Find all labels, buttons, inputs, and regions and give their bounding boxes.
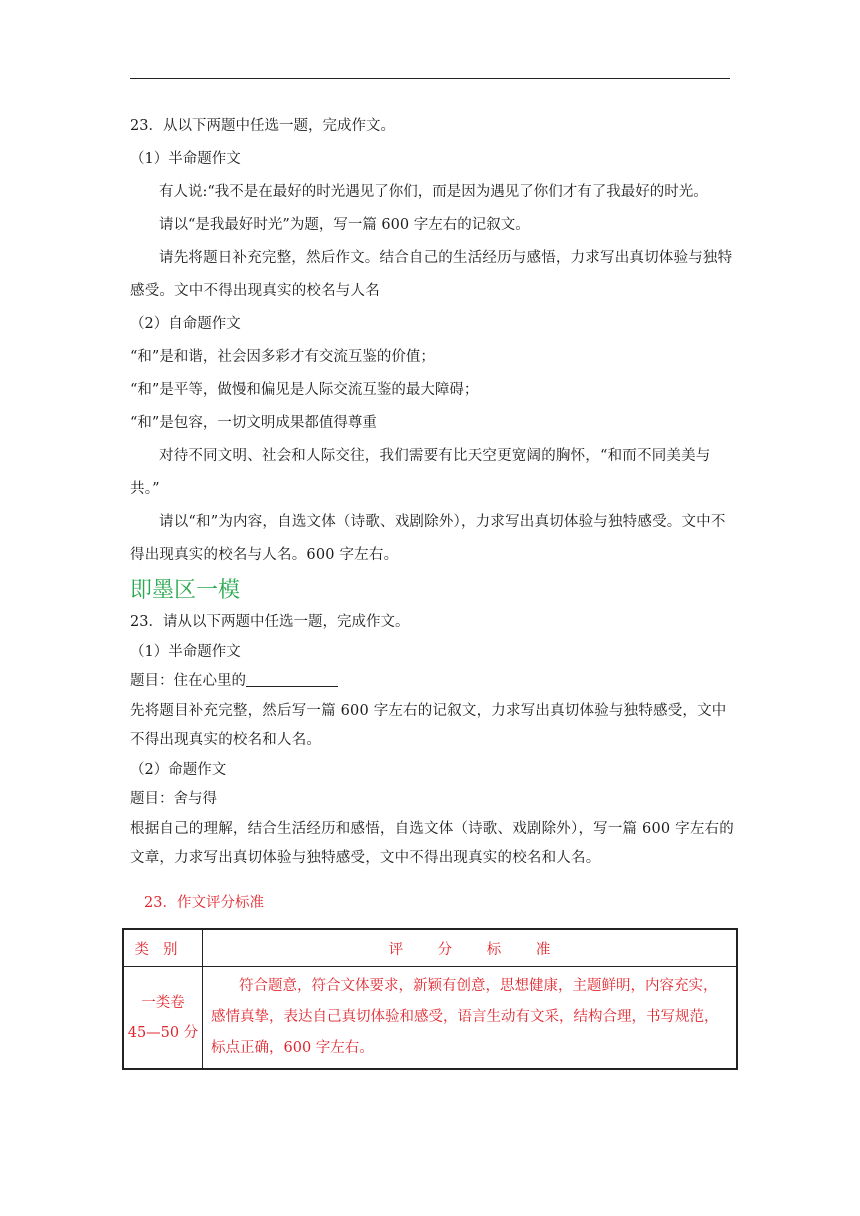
table-header-row	[123, 929, 737, 967]
option-2-text: 对待不同文明、社会和人际交往，我们需要有比天空更宽阔的胸怀，“和而不同美美与共。”	[130, 448, 711, 497]
section-2	[130, 608, 734, 874]
option-2-requirement: 请以“和”为内容，自选文体（诗歌、戏剧除外），力求写出真切体验与独特感受。文中不得出现真实的校名与人名。600 字左右。	[130, 514, 726, 563]
question-23-b: 23．请从以下两题中任选一题，完成作文。	[130, 614, 410, 630]
scoring-table	[122, 928, 738, 1070]
grade-level: 一类卷	[141, 994, 185, 1011]
option-1-requirement: 请先将题日补充完整，然后作文。结合自己的生活经历与感悟，力求写出真切体验与独特感受。文中不得出现真实的校名与人名	[130, 250, 733, 299]
table-row	[123, 967, 737, 1070]
title-text: 题目：住在心里的	[130, 673, 246, 689]
col-criteria: 评 分 标 准	[203, 929, 738, 967]
option-1-heading: （1）半命题作文	[130, 151, 241, 167]
he-line-3: “和”是包容，一切文明成果都值得尊重	[130, 415, 377, 431]
scoring-title: 23．作文评分标准	[144, 894, 264, 911]
question-23: 23．从以下两题中任选一题，完成作文。	[130, 118, 395, 134]
criteria-text: 符合题意，符合文体要求，新颖有创意，思想健康，主题鲜明，内容充实，感情真挚，表达自己真切体验和感受，语言生动有文采，结构合理，书写规范，标点正确，600 字左右。	[203, 967, 738, 1070]
option-1-quote: 有人说:“我不是在最好的时光遇见了你们，而是因为遇见了你们才有了我最好的时光。	[159, 184, 708, 200]
he-line-1: “和”是和谐，社会因多彩才有交流互鉴的价值；	[130, 349, 435, 365]
region-heading: 即墨区一模	[130, 578, 241, 603]
option-2-title-b: 题目：舍与得	[130, 791, 217, 807]
option-2-heading: （2）自命题作文	[130, 316, 241, 332]
he-line-2: “和”是平等，做慢和偏见是人际交流互鉴的最大障碍；	[130, 382, 479, 398]
fill-blank	[246, 672, 338, 687]
option-2-requirement-b: 根据自己的理解，结合生活经历和感悟，自选文体（诗歌、戏剧除外），写一篇 600 字左右的文章，力求写出真切体验与独特感受，文中不得出现真实的校名和人名。	[130, 820, 734, 866]
grade-score: 45—50 分	[127, 1024, 199, 1041]
col-category: 类别	[123, 929, 203, 967]
option-2-heading-b: （2）命题作文	[130, 761, 227, 778]
option-1-title: 请以“是我最好时光”为题，写一篇 600 字左右的记叙文。	[159, 217, 530, 233]
option-1-heading-b: （1）半命题作文	[130, 643, 241, 660]
grade-cell	[123, 967, 203, 1070]
option-1-title-b	[130, 667, 734, 697]
header-rule	[130, 78, 730, 79]
option-1-requirement-b: 先将题目补充完整，然后写一篇 600 字左右的记叙文，力求写出真切体验与独特感受，文中不得出现真实的校名和人名。	[130, 702, 727, 748]
document-body	[130, 110, 734, 918]
